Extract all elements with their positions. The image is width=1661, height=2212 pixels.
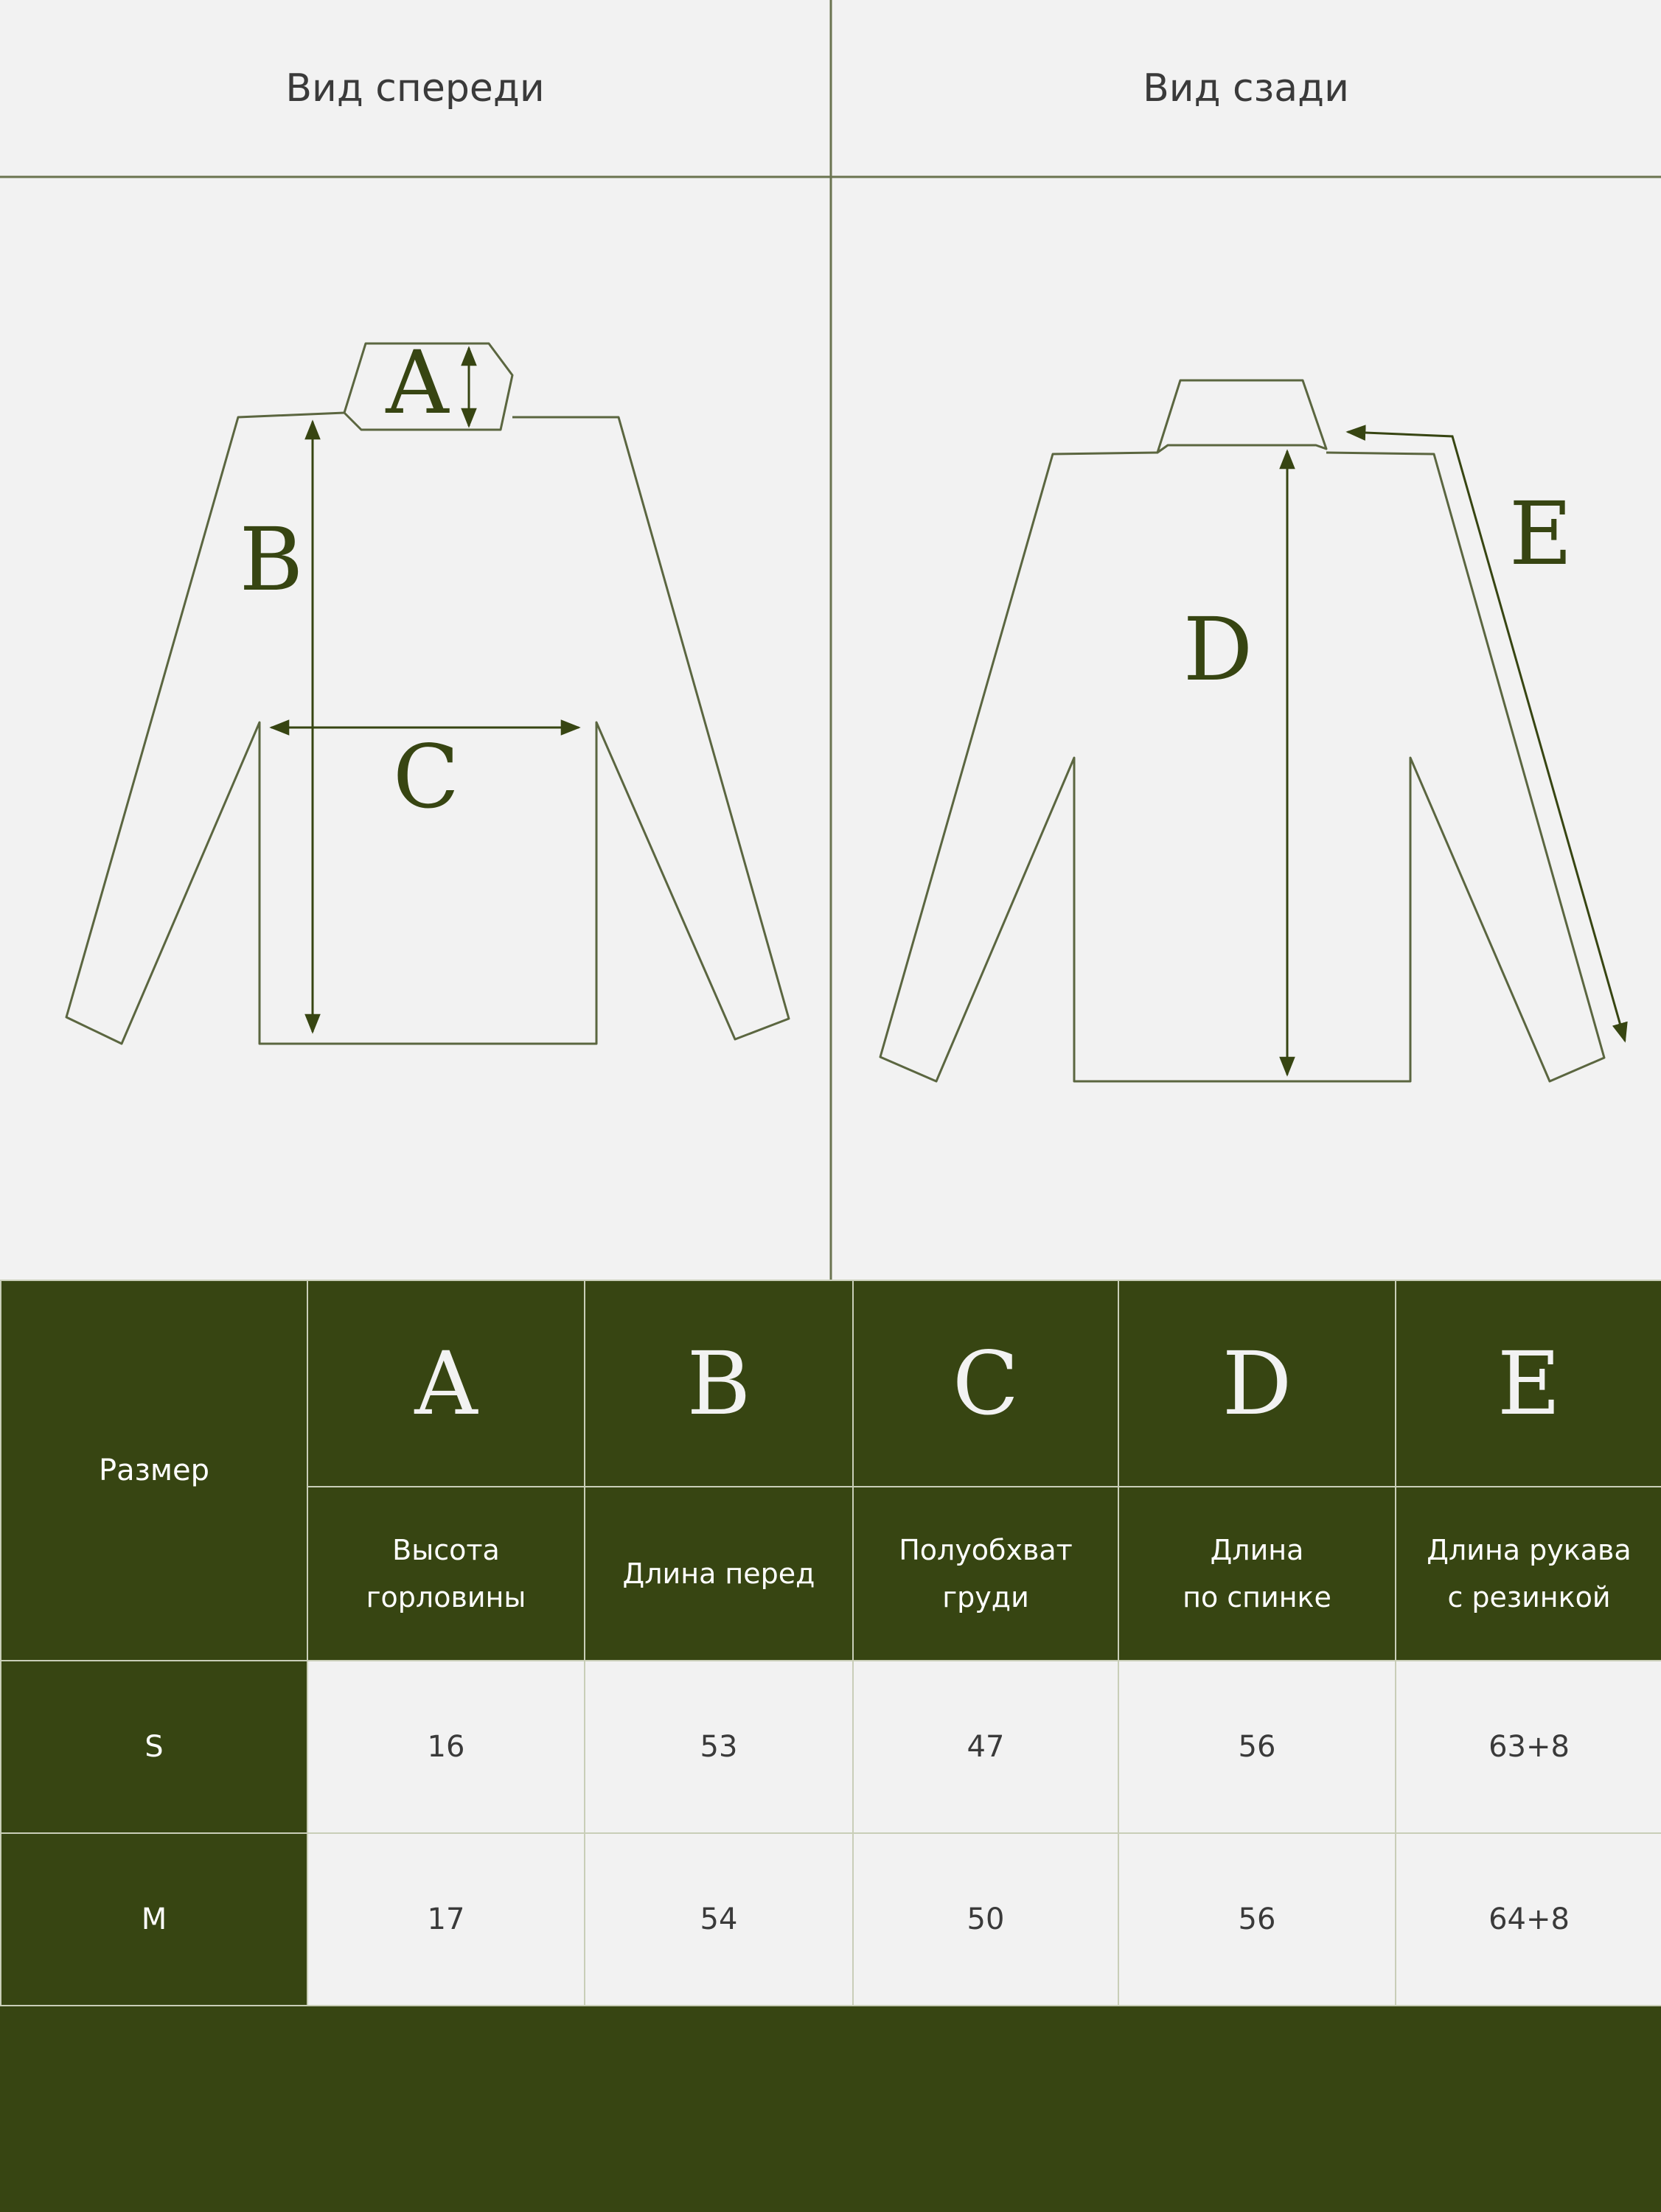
value-m-d: 56 [1118, 1833, 1396, 2006]
label-c: C [392, 726, 460, 828]
column-desc-e-line2: с резинкой [1447, 1581, 1611, 1613]
value-m-e: 64+8 [1396, 1833, 1661, 2006]
column-desc-d [1118, 1487, 1396, 1661]
label-b: B [239, 509, 304, 610]
column-desc-c [853, 1487, 1118, 1661]
value-s-c: 47 [853, 1661, 1118, 1833]
size-label-m: M [1, 1833, 307, 2006]
value-s-d: 56 [1118, 1661, 1396, 1833]
label-d: D [1183, 599, 1253, 700]
value-s-b: 53 [585, 1661, 853, 1833]
size-header: Размер [1, 1280, 307, 1661]
column-letter-c: C [853, 1280, 1118, 1487]
column-letter-a: A [307, 1280, 585, 1487]
back-view-title: Вид сзади [1143, 66, 1349, 111]
label-e: E [1508, 483, 1573, 585]
column-desc-a-line2: горловины [366, 1581, 526, 1613]
arrow-e [1348, 432, 1625, 1041]
column-letter-e: E [1396, 1280, 1661, 1487]
column-desc-b [585, 1487, 853, 1661]
column-desc-c-line2: груди [942, 1581, 1029, 1613]
value-s-e: 63+8 [1396, 1661, 1661, 1833]
column-letter-d: D [1118, 1280, 1396, 1487]
column-letter-b: B [585, 1280, 853, 1487]
column-desc-c-line1: Полуобхват [899, 1534, 1073, 1566]
column-desc-a [307, 1487, 585, 1661]
front-view-title: Вид спереди [285, 66, 545, 111]
column-desc-a-line1: Высота [392, 1534, 500, 1566]
value-s-a: 16 [307, 1661, 585, 1833]
size-label-s: S [1, 1661, 307, 1833]
size-table [0, 1280, 1661, 2006]
back-sweater-outline [880, 380, 1604, 1081]
value-m-b: 54 [585, 1833, 853, 2006]
column-desc-e [1396, 1487, 1661, 1661]
value-m-a: 17 [307, 1833, 585, 2006]
column-desc-d-line2: по спинке [1183, 1581, 1331, 1613]
table-header-letters [1, 1280, 1661, 1487]
front-sweater-outline [66, 343, 789, 1044]
table-row [1, 1833, 1661, 2006]
label-a: A [386, 332, 449, 433]
column-desc-d-line1: Длина [1210, 1534, 1304, 1566]
value-m-c: 50 [853, 1833, 1118, 2006]
column-desc-e-line1: Длина рукава [1427, 1534, 1632, 1566]
table-row [1, 1661, 1661, 1833]
column-desc-b-line1: Длина перед [622, 1557, 815, 1590]
